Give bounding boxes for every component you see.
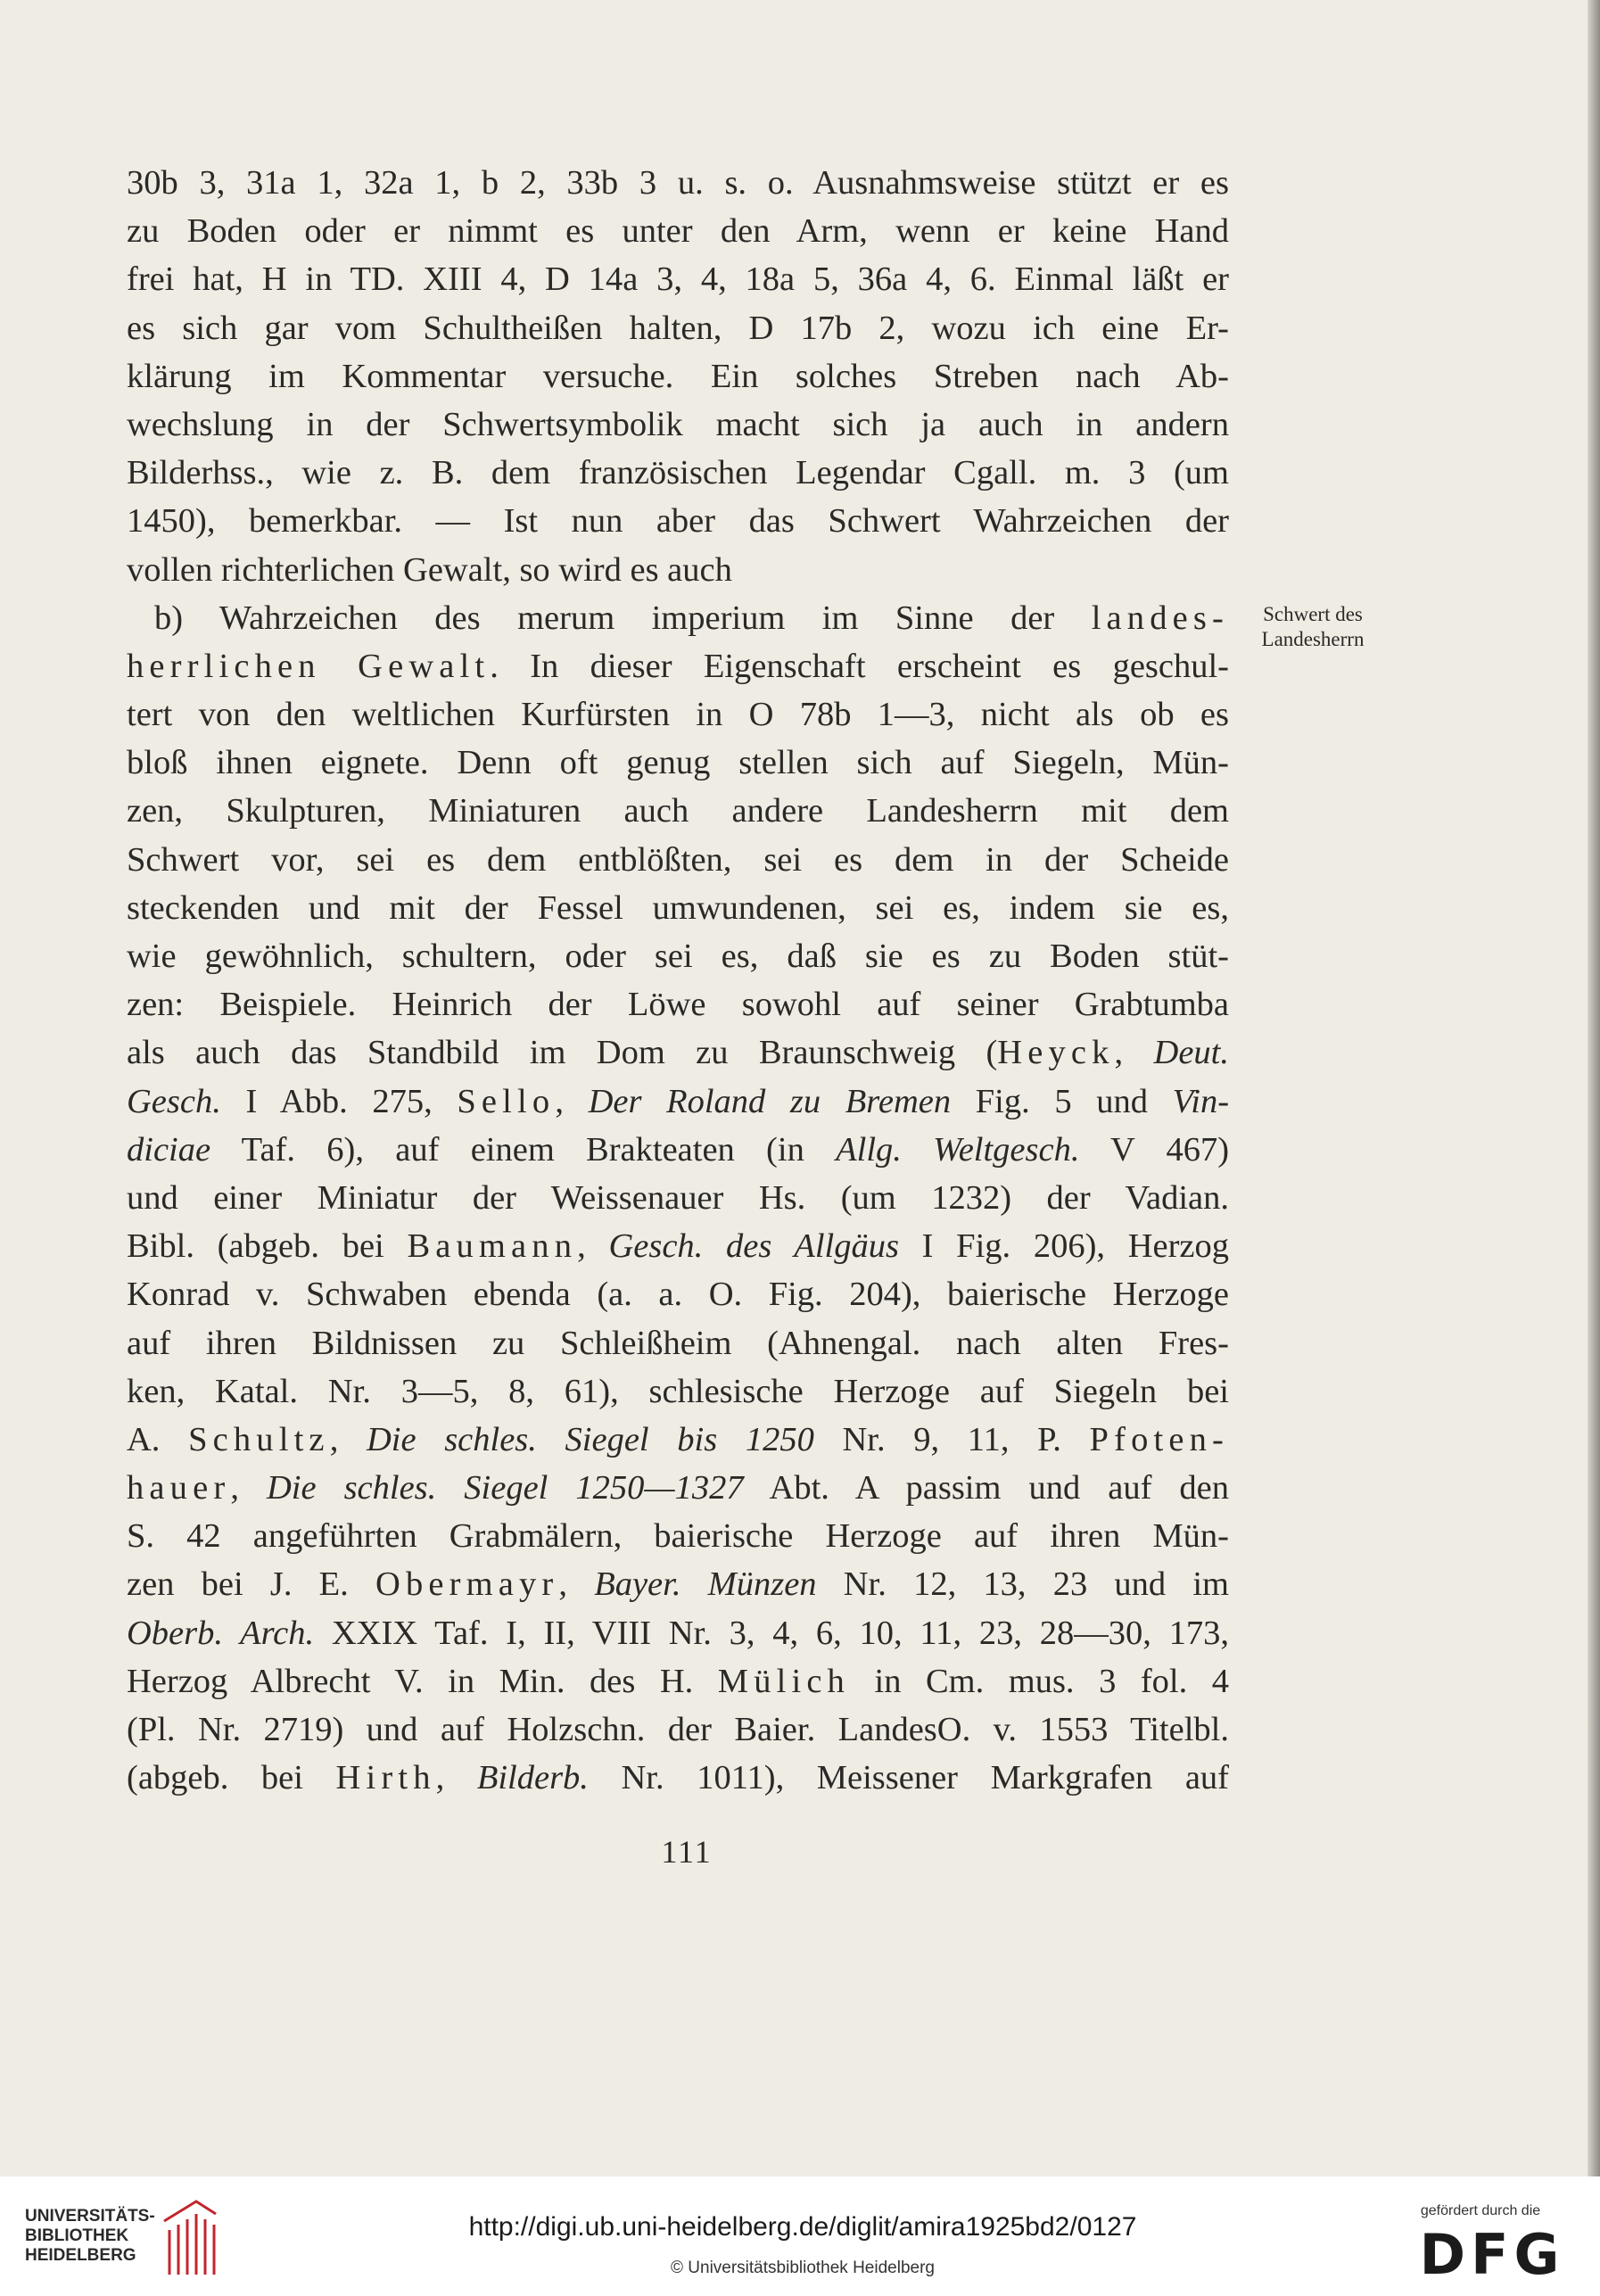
text-line: es sich gar vom Schultheißen halten, D 17b 2, wozu ich eine Er- bbox=[127, 309, 1229, 347]
text-line: Oberb. Arch. XXIX Taf. I, II, VIII Nr. 3, 4, 6, 10, 11, 23, 28—30, 173, bbox=[127, 1614, 1229, 1652]
spaced-term: herrlichen Gewalt bbox=[127, 647, 491, 685]
work-title: Die schles. Siegel 1250—1327 bbox=[266, 1469, 744, 1507]
author-name: Pfoten- bbox=[1089, 1420, 1229, 1458]
library-logo-icon[interactable] bbox=[157, 2194, 223, 2280]
text-line: diciae Taf. 6), auf einem Brakteaten (in Allg. Weltgesch. V 467) bbox=[127, 1130, 1230, 1169]
author-name: Baumann bbox=[407, 1227, 578, 1266]
text-line: zen: Beispiele. Heinrich der Löwe sowohl auf seiner Grabtumba bbox=[127, 986, 1229, 1024]
text-line: (abgeb. bei Hirth, Bilderb. Nr. 1011), Meissener Markgrafen auf bbox=[127, 1759, 1229, 1797]
text-line: Gesch. I Abb. 275, Sello, Der Roland zu Bremen Fig. 5 und Vin- bbox=[127, 1082, 1230, 1120]
author-name: Hirth bbox=[335, 1759, 436, 1797]
text-line: auf ihren Bildnissen zu Schleißheim (Ahnengal. nach alten Fres- bbox=[127, 1324, 1229, 1362]
copyright-notice: © Universitätsbibliothek Heidelberg bbox=[671, 2259, 935, 2277]
text-line: A. Schultz, Die schles. Siegel bis 1250 Nr. 9, 11, P. Pfoten- bbox=[127, 1420, 1229, 1458]
permalink-url[interactable]: http://digi.ub.uni-heidelberg.de/diglit/amira1925bd2/0127 bbox=[468, 2212, 1137, 2242]
work-title: Allg. Weltgesch. bbox=[836, 1130, 1080, 1169]
text-line: und einer Miniatur der Weissenauer Hs. (um 1232) der Vadian. bbox=[127, 1178, 1229, 1217]
text-line: 30b 3, 31a 1, 32a 1, b 2, 33b 3 u. s. o. Ausnahmsweise stützt er es bbox=[127, 164, 1229, 202]
author-name: Obermayr bbox=[375, 1565, 559, 1604]
text-line: wechslung in der Schwertsymbolik macht sich ja auch in andern bbox=[127, 405, 1229, 443]
library-name-line: UNIVERSITÄTS- bbox=[25, 2207, 155, 2226]
work-title: Oberb. Arch. bbox=[127, 1614, 315, 1652]
text-line: 1450), bemerkbar. — Ist nun aber das Schwert Wahrzeichen der bbox=[127, 502, 1229, 541]
spaced-term: landes- bbox=[1091, 599, 1229, 637]
work-title: diciae bbox=[127, 1130, 211, 1169]
author-name: Schultz bbox=[188, 1420, 330, 1458]
text-line: Schwert vor, sei es dem entblößten, sei es dem in der Scheide bbox=[127, 840, 1229, 879]
text-line: (Pl. Nr. 2719) und auf Holzschn. der Baier. LandesO. v. 1553 Titelbl. bbox=[127, 1711, 1229, 1748]
margin-note-line: Landesherrn bbox=[1261, 628, 1365, 650]
text-line: als auch das Standbild im Dom zu Braunschweig (Heyck, Deut. bbox=[127, 1034, 1229, 1072]
text-line: b) Wahrzeichen des merum imperium im Sinne der landes- bbox=[154, 599, 1229, 637]
work-title: Bilderb. bbox=[476, 1759, 589, 1797]
text-line: Konrad v. Schwaben ebenda (a. a. O. Fig. 204), baierische Herzoge bbox=[127, 1276, 1229, 1314]
text-line: zen bei J. E. Obermayr, Bayer. Münzen Nr. 12, 13, 23 und im bbox=[127, 1565, 1229, 1604]
author-name: Heyck bbox=[997, 1034, 1115, 1072]
footer-bar bbox=[0, 2176, 1600, 2296]
margin-note-line: Schwert des bbox=[1263, 603, 1363, 625]
text-line: Herzog Albrecht V. in Min. des H. Mülich in Cm. mus. 3 fol. 4 bbox=[127, 1662, 1230, 1700]
work-title: Deut. bbox=[1153, 1034, 1229, 1072]
library-name-line: HEIDELBERG bbox=[25, 2246, 136, 2265]
text-line: bloß ihnen eignete. Denn oft genug stellen sich auf Siegeln, Mün- bbox=[127, 744, 1229, 782]
text-line: steckenden und mit der Fessel umwundenen, sei es, indem sie es, bbox=[127, 888, 1229, 927]
text-line: herrlichen Gewalt. In dieser Eigenschaft erscheint es geschul- bbox=[127, 647, 1229, 685]
work-title: Vin- bbox=[1172, 1082, 1230, 1120]
margin-note bbox=[1233, 602, 1393, 652]
text-line: tert von den weltlichen Kurfürsten in O 78b 1—3, nicht als ob es bbox=[127, 696, 1229, 734]
text-line: Bibl. (abgeb. bei Baumann, Gesch. des Allgäus I Fig. 206), Herzog bbox=[127, 1227, 1230, 1266]
work-title: Der Roland zu Bremen bbox=[588, 1082, 952, 1120]
text-line: zen, Skulpturen, Miniaturen auch andere Landesherrn mit dem bbox=[127, 792, 1229, 830]
text-line: zu Boden oder er nimmt es unter den Arm, wenn er keine Hand bbox=[127, 212, 1229, 251]
page-edge bbox=[1588, 0, 1600, 2176]
work-title: Gesch. des Allgäus bbox=[608, 1227, 899, 1266]
text-line: klärung im Kommentar versuche. Ein solches Streben nach Ab- bbox=[127, 357, 1229, 395]
text-line: ken, Katal. Nr. 3—5, 8, 61), schlesische Herzoge auf Siegeln bei bbox=[127, 1372, 1229, 1410]
text-line: Bilderhss., wie z. B. dem französischen Legendar Cgall. m. 3 (um bbox=[127, 454, 1229, 492]
dfg-logo[interactable]: DFG bbox=[1419, 2222, 1565, 2287]
page-number: 111 bbox=[661, 1834, 713, 1870]
text-line: wie gewöhnlich, schultern, oder sei es, daß sie es zu Boden stüt- bbox=[127, 937, 1229, 975]
library-name-line: BIBLIOTHEK bbox=[25, 2226, 129, 2245]
work-title: Gesch. bbox=[127, 1082, 221, 1120]
text-line: vollen richterlichen Gewalt, so wird es auch bbox=[127, 550, 732, 589]
work-title: Bayer. Münzen bbox=[594, 1565, 817, 1604]
author-name: Sello bbox=[457, 1082, 556, 1120]
author-name: hauer bbox=[127, 1469, 231, 1507]
work-title: Die schles. Siegel bis 1250 bbox=[366, 1420, 814, 1458]
text-line: hauer, Die schles. Siegel 1250—1327 Abt. A passim und auf den bbox=[127, 1469, 1230, 1507]
funding-caption: gefördert durch die bbox=[1420, 2203, 1541, 2218]
author-name: Mülich bbox=[717, 1662, 850, 1700]
library-name[interactable] bbox=[25, 2207, 155, 2266]
text-line: S. 42 angeführten Grabmälern, baierische Herzoge auf ihren Mün- bbox=[127, 1517, 1229, 1556]
body-text bbox=[127, 159, 1229, 1802]
text-line: frei hat, H in TD. XIII 4, D 14a 3, 4, 18a 5, 36a 4, 6. Einmal läßt er bbox=[127, 260, 1229, 299]
